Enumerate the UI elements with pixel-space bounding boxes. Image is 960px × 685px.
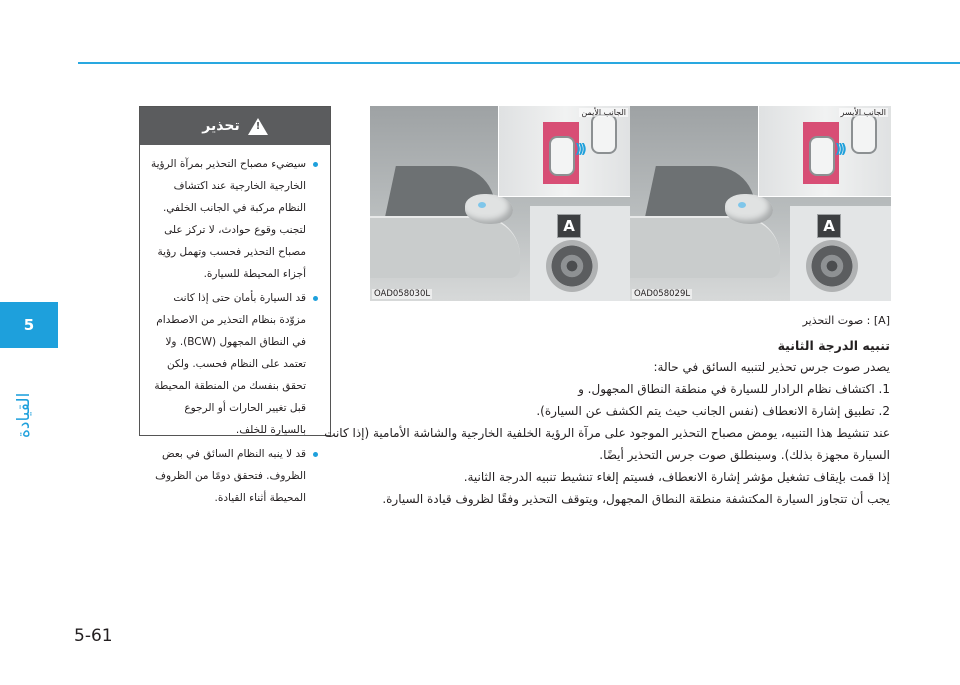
blind-spot-inset bbox=[758, 106, 891, 197]
warning-title: تحذير bbox=[202, 118, 240, 134]
warning-item: قد لا ينبه النظام السائق في بعض الظروف. فتحقق دومًا من الظروف المحيطة أثناء القيادة. bbox=[150, 443, 318, 509]
top-rule bbox=[78, 62, 960, 64]
car-body bbox=[370, 216, 520, 278]
detected-car-icon bbox=[851, 114, 877, 154]
chapter-label: القيادة bbox=[14, 392, 34, 438]
warning-item: سيضيء مصباح التحذير بمرآة الرؤية الخارجية الخارجية عند اكتشاف النظام مركبة في الجانب الخلفي. لتجنب وقوع حوادث، لا تركز على مصباح التحذير فحسب وتهمل رؤية أجزاء المحيطة للسيارة. bbox=[150, 153, 318, 285]
mirror-warning-light bbox=[478, 202, 486, 208]
numbered-item: 1. اكتشاف نظام الرادار للسيارة في منطقة النطاق المجهول. و bbox=[578, 382, 890, 396]
body-paragraph: عند تنشيط هذا التنبيه، يومض مصباح التحذير الموجود على مرآة الرؤية الخلفية الخارجية والشاشة الأمامية (إذا كانت السيارة مجهزة بذلك). وسينطلق صوت جرس التحذير أيضًا. bbox=[324, 426, 890, 462]
alarm-badge: A bbox=[557, 214, 581, 238]
numbered-item: 2. تطبيق إشارة الانعطاف (نفس الجانب حيث يتم الكشف عن السيارة). bbox=[536, 404, 890, 418]
intro-paragraph: يصدر صوت جرس تحذير لتنبيه السائق في حالة: bbox=[653, 360, 890, 374]
radar-waves-icon: ))) bbox=[835, 142, 844, 157]
detected-car-icon bbox=[591, 114, 617, 154]
figure-left-side bbox=[630, 106, 891, 301]
figure-code: OAD058030L bbox=[374, 289, 431, 299]
figure-code: OAD058029L bbox=[634, 289, 691, 299]
chapter-number: 5 bbox=[23, 316, 35, 334]
figure-right-side bbox=[370, 106, 631, 301]
warning-header bbox=[140, 107, 330, 145]
chapter-tab bbox=[0, 302, 58, 348]
warning-icon: ! bbox=[248, 118, 268, 135]
page-number: 5-61 bbox=[74, 626, 113, 646]
alarm-badge: A bbox=[817, 214, 841, 238]
blind-spot-inset bbox=[498, 106, 631, 197]
car-body bbox=[630, 216, 780, 278]
speaker-icon bbox=[546, 240, 598, 292]
ego-car-icon bbox=[549, 136, 575, 176]
ego-car-icon bbox=[809, 136, 835, 176]
body-paragraph: إذا قمت بإيقاف تشغيل مؤشر إشارة الانعطاف، فسيتم إلغاء تنشيط تنبيه الدرجة الثانية. bbox=[463, 470, 890, 484]
body-text bbox=[290, 312, 890, 510]
inset-caption: الجانب الأيمن bbox=[581, 108, 626, 117]
alarm-panel bbox=[530, 206, 631, 301]
side-mirror bbox=[465, 194, 513, 224]
radar-waves-icon: ))) bbox=[575, 142, 584, 157]
alarm-panel bbox=[790, 206, 891, 301]
section-heading: تنبيه الدرجة الثانية bbox=[777, 338, 890, 353]
warning-item: قد السيارة بأمان حتى إذا كانت مزوّدة بنظام التحذير من الاصطدام في النطاق المجهول (BCW). ولا تعتمد على النظام فحسب. ولكن تحقق بنفسك من المنطقة المحيطة قبل تغيير الحارات أو الرجوع بالسيارة للخلف. bbox=[150, 287, 318, 441]
inset-caption: الجانب الأيسر bbox=[840, 108, 886, 117]
speaker-icon bbox=[806, 240, 858, 292]
side-mirror bbox=[725, 194, 773, 224]
mirror-warning-light bbox=[738, 202, 746, 208]
figure-caption: [A] : صوت التحذير bbox=[802, 314, 890, 327]
body-paragraph: يجب أن تتجاوز السيارة المكتشفة منطقة النطاق المجهول، ويتوقف التحذير وفقًا لظروف قيادة السيارة. bbox=[382, 492, 890, 506]
